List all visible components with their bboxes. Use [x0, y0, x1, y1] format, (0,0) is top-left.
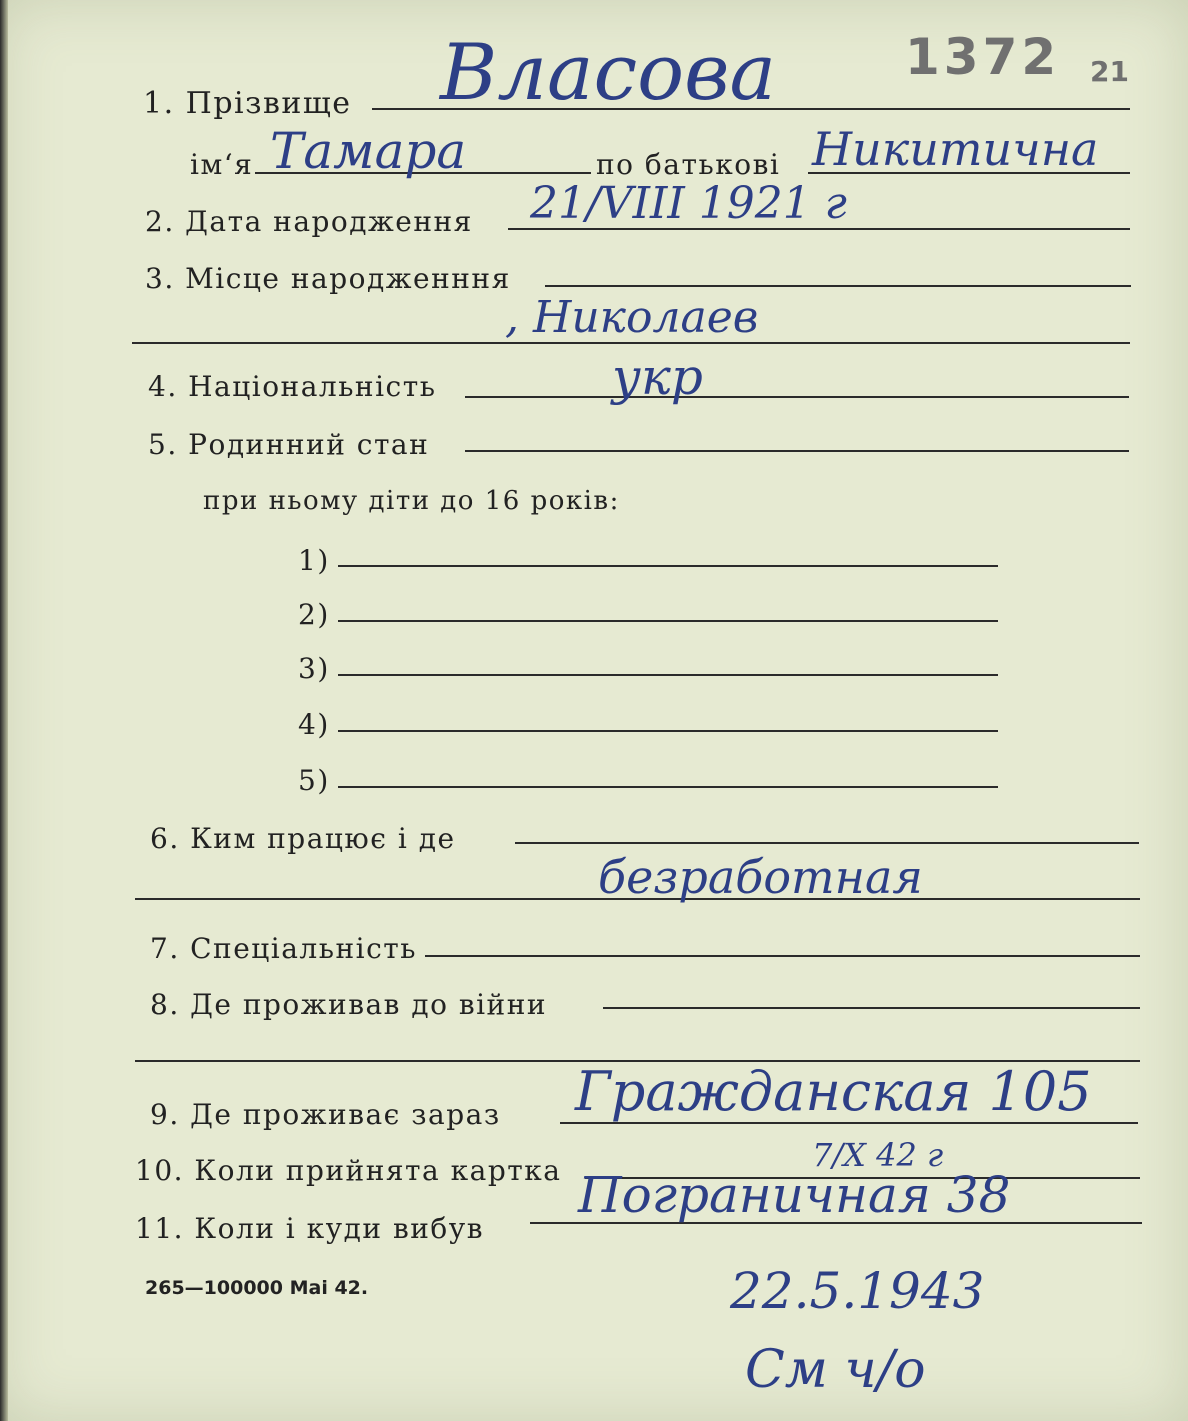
work-label: 6. Ким працює і де [150, 822, 456, 855]
dob-label: 2. Дата народження [145, 205, 473, 238]
work-line [515, 842, 1139, 844]
departure-date-value: 22.5.1943 [730, 1262, 985, 1320]
marital-line [465, 450, 1129, 452]
work-value: безработная [598, 850, 923, 904]
card-date-label: 10. Коли прийнята картка [135, 1154, 562, 1187]
nationality-value: укр [612, 348, 703, 406]
patronymic-label: по батькові [596, 148, 781, 181]
specialty-label: 7. Спеціальність [150, 932, 417, 965]
child-3-label: 3) [298, 652, 330, 685]
pob-line [545, 285, 1131, 287]
child-2-label: 2) [298, 598, 330, 631]
archive-number: 1372 [905, 28, 1061, 86]
print-code: 265—100000 Mai 42. [145, 1277, 369, 1299]
prewar-label: 8. Де проживав до війни [150, 988, 548, 1021]
surname-label: 1. Прізвище [143, 86, 352, 121]
card-date-value: 7/X 42 г [812, 1136, 944, 1174]
pob-value: , Николаев [505, 292, 759, 343]
child-3-line [338, 674, 998, 676]
specialty-line [425, 955, 1140, 957]
dob-value: 21/VIII 1921 г [530, 178, 847, 229]
nationality-label: 4. Національність [148, 370, 437, 403]
child-4-label: 4) [298, 708, 330, 741]
name-value: Тамара [270, 122, 467, 180]
child-5-line [338, 786, 998, 788]
prewar-line [603, 1007, 1140, 1009]
name-label: ім‘я [190, 148, 254, 181]
current-address-value: Гражданская 105 [575, 1060, 1092, 1123]
child-4-line [338, 730, 998, 732]
card-edge-shadow [0, 0, 8, 1421]
surname-value: Власова [440, 28, 777, 118]
archive-number-suffix: 21 [1090, 55, 1129, 88]
current-label: 9. Де проживає зараз [150, 1098, 501, 1131]
note-value: См ч/о [745, 1340, 926, 1400]
child-2-line [338, 620, 998, 622]
pob-label: 3. Місце народженння [145, 262, 511, 295]
child-1-line [338, 565, 998, 567]
child-5-label: 5) [298, 764, 330, 797]
departure-label: 11. Коли і куди вибув [135, 1212, 484, 1245]
children-label: при ньому діти до 16 років: [203, 486, 620, 516]
child-1-label: 1) [298, 544, 330, 577]
patronymic-value: Никитична [812, 122, 1099, 176]
departure-address-value: Пограничная 38 [578, 1166, 1011, 1224]
nationality-line [465, 396, 1129, 398]
marital-label: 5. Родинний стан [148, 428, 430, 461]
